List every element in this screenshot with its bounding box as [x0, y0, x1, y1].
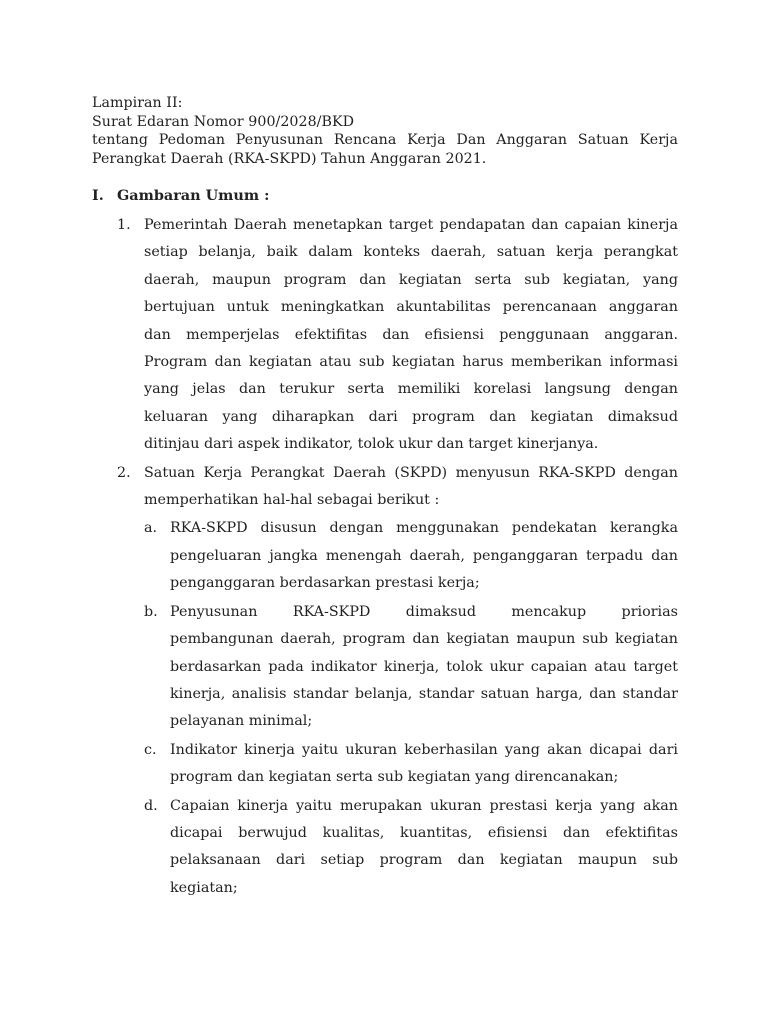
numbered-list [92, 212, 678, 902]
paragraph-line: dicapai berwujud kualitas, kuantitas, efisiensi dan efektifitas [170, 824, 678, 841]
paragraph-line: pembangunan daerah, program dan kegiatan maupun sub kegiatan [170, 631, 678, 648]
list-item-number: 2. [117, 464, 131, 481]
paragraph-line: Indikator kinerja yaitu ukuran keberhasilan yang akan dicapai dari [170, 741, 678, 758]
paragraph-line: Program dan kegiatan atau sub kegiatan harus memberikan informasi [144, 354, 678, 371]
list-item-letter: d. [144, 797, 158, 814]
paragraph-line: berdasarkan pada indikator kinerja, tolok ukur capaian atau target [170, 658, 678, 675]
subject-line-2: Perangkat Daerah (RKA-SKPD) Tahun Anggaran 2021. [92, 150, 487, 167]
paragraph-line: kinerja, analisis standar belanja, standar satuan harga, dan standar [170, 685, 678, 702]
paragraph-line: setiap belanja, baik dalam konteks daerah, satuan kerja perangkat [144, 244, 678, 261]
paragraph-line: dan memperjelas efektifitas dan efisiensi penggunaan anggaran. [144, 326, 678, 343]
paragraph-line: program dan kegiatan serta sub kegiatan yang direncanakan; [170, 769, 619, 786]
paragraph-line: pengeluaran jangka menengah daerah, penganggaran terpadu dan [170, 547, 678, 564]
paragraph-line: Pemerintah Daerah menetapkan target pendapatan dan capaian kinerja [144, 217, 678, 233]
lettered-list-item [92, 793, 678, 903]
paragraph-line: bertujuan untuk meningkatkan akuntabilitas perencanaan anggaran [144, 299, 678, 316]
paragraph-line: keluaran yang diharapkan dari program dan kegiatan dimaksud [144, 408, 678, 425]
list-item [92, 212, 678, 459]
list-item-letter: a. [144, 520, 158, 537]
circular-letter-number: Surat Edaran Nomor 900/2028/BKD [92, 113, 355, 130]
paragraph-line: pelayanan minimal; [170, 713, 313, 730]
paragraph-line: pelaksanaan dari setiap program dan kegiatan maupun sub [170, 852, 678, 869]
paragraph-line: ditinjau dari aspek indikator, tolok ukur dan target kinerjanya. [144, 436, 599, 453]
attachment-label: Lampiran II: [92, 95, 183, 111]
paragraph-line: RKA-SKPD disusun dengan menggunakan pendekatan kerangka [170, 520, 678, 537]
lettered-list-item [92, 599, 678, 736]
lettered-list-item [92, 515, 678, 597]
section-number: I. [92, 187, 104, 204]
list-item [92, 460, 678, 903]
lettered-list-item [92, 737, 678, 792]
paragraph-line: Satuan Kerja Perangkat Daerah (SKPD) menyusun RKA-SKPD dengan [144, 464, 678, 481]
subject-line-1: tentang Pedoman Penyusunan Rencana Kerja Dan Anggaran Satuan Kerja [92, 132, 678, 148]
paragraph-line: yang jelas dan terukur serta memiliki korelasi langsung dengan [144, 381, 678, 398]
paragraph-line: daerah, maupun program dan kegiatan serta sub kegiatan, yang [144, 271, 678, 288]
list-item-number: 1. [117, 217, 131, 233]
paragraph-line: Capaian kinerja yaitu merupakan ukuran prestasi kerja yang akan [170, 797, 678, 814]
list-item-letter: c. [144, 741, 157, 758]
list-item-letter: b. [144, 603, 158, 620]
paragraph-line: memperhatikan hal-hal sebagai berikut : [144, 492, 440, 509]
paragraph-line: kegiatan; [170, 879, 238, 896]
paragraph-line: penganggaran berdasarkan prestasi kerja; [170, 575, 480, 592]
paragraph-line: Penyusunan RKA-SKPD dimaksud mencakup priorias [170, 603, 678, 620]
section-heading [92, 186, 678, 206]
lettered-list [144, 515, 678, 902]
section-title: Gambaran Umum : [117, 187, 270, 204]
document-page [92, 94, 678, 903]
